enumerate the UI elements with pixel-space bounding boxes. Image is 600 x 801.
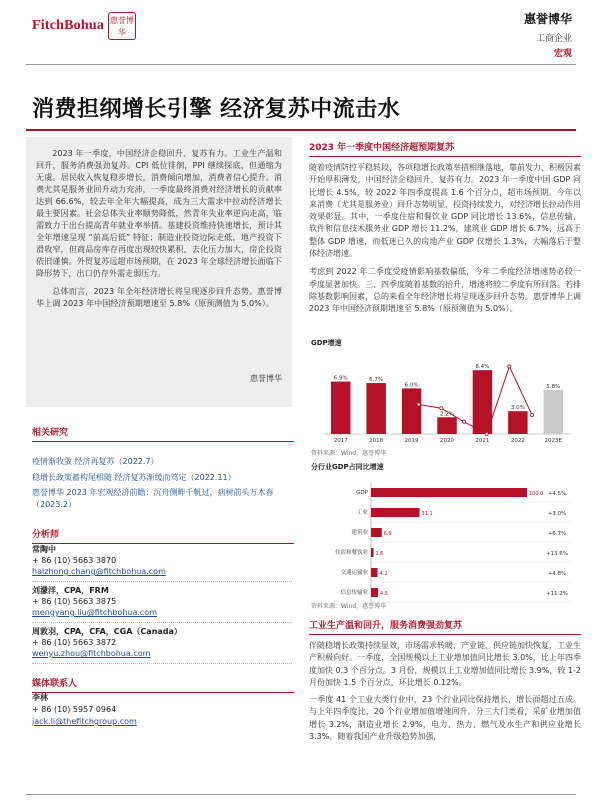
x-tick-label: 2017 [333,438,348,444]
line-point [417,403,420,406]
line-point [462,420,465,423]
growth-label: +4.8% [547,571,567,577]
brand-tag: 宏观 [553,49,572,59]
analyst-email[interactable]: haizhong.chang@fitchbohua.com [32,567,166,576]
section2-heading: 工业生产温和回升，服务消费强劲复苏 [309,621,463,631]
section1-heading: 2023 年一季度中国经济超预期复苏 [309,143,455,153]
logo-text: FitchBohua [32,18,105,33]
analyst-card [32,585,292,623]
value-label: 4.5 [380,591,388,597]
analyst-card [32,626,292,664]
analyst-phone: + 86 (10) 5663 3872 [32,638,117,647]
bar-2020 [437,417,456,434]
bar-label: 6.0% [404,382,419,389]
gdp-chart-note: 资料来源：Wind，惠誉博华 [311,450,387,457]
logo-seal: 惠誉博华 [108,12,136,40]
value-label: 1.6 [375,551,384,557]
bar-2022 [508,411,527,434]
analysts-title: 分析师 [32,530,60,540]
hbar-建筑业 [371,528,382,537]
related-link[interactable]: 惠誉博华 2023 年宏观经济前瞻：沉舟侧畔千帆过，病树前头万木春（2023.2） [32,488,274,509]
category-label: 建筑业 [351,530,368,536]
section1-paragraph: 随着疫情防控平稳转段，各项稳增长政策举措相继落地，靠前发力，积极因素开始厚积薄发，中国经济企稳回升、复苏有力。2023 年一季度中国 GDP 同比增长 4.5%，较 2022 年四季度提高 1.6 个百分点，超市场预期。今年以来消费（尤其是服务业）回升态势明显，投资持续发力，对经济增长拉动作用效果彰显。其中，一季度住宿和餐饮业 GDP 同比增长 13.6%，信息传输、软件和信息技术服务业 GDP 增长 11.2%，建筑业 GDP 增长 6.7%，远高于整体 GDP 增速，而低迷已久的房地产业 GDP 仅增长 1.3%，大幅落后于整体经济增速。 [309,163,581,259]
related-title: 相关研究 [32,428,69,438]
section1 [309,140,581,316]
bar-2021 [473,370,492,434]
industry-chart-svg [309,472,581,608]
related-list [32,456,294,514]
bar-label: 5.8% [546,383,561,390]
section1-divider [309,156,581,157]
hbar-住宿和餐饮业 [371,548,373,557]
section1-paragraph: 考虑到 2022 年二季度受疫情影响基数偏低，今年二季度经济增速势必较一季度显著加快。三、四季度随着基数的抬升，增速将较二季度有所回落。若排除基数影响因素，总的来看全年经济增长将呈现逐步回升态势。惠誉博华上调 2023 年中国经济预期增速至 5.8%（原预测值为 5.0%）。 [309,267,581,314]
section2-paragraph: 伴随稳增长政策持续显效，市场需求转暖，产业链、供应链加快恢复，工业生产积极向好。一季度，全国规模以上工业增加值同比增长 3.0%，比上年四季度加快 0.3 个百分点。3 月份，规模以上工业增加值同比增长 3.9%，较 1-2 月份加快 1.5 个百分点，环比增长 0.12%。 [309,641,581,687]
industry-chart [309,462,581,612]
line-point [530,413,533,416]
brand-block [524,10,572,59]
media-title: 媒体联系人 [32,679,78,689]
category-label: 工业 [356,510,368,516]
summary-box [26,137,292,407]
value-label: 4.2 [379,571,388,577]
industry-chart-title: 分行业GDP占同比增速 [311,463,384,471]
x-tick-label: 2022 [510,438,525,444]
report-title: 消费担纲增长引擎 经济复苏中流击水 [32,97,401,122]
analyst-email[interactable]: mengyang.liu@fitchbohua.com [32,608,157,617]
bar-2018 [366,383,385,434]
growth-label: +13.6% [545,551,569,557]
analyst-card [32,544,292,582]
bar-2019 [402,388,421,434]
x-tick-label: 2018 [369,438,384,444]
related-divider [32,441,294,442]
value-label: 100.0 [529,491,544,497]
analyst-email[interactable]: wenyu.zhou@fitchbohua.com [32,649,151,658]
logo [32,12,136,40]
gdp-chart-title: GDP增速 [311,339,342,347]
analyst-name: 周敦羽，CPA，CFA，CGA（Canada） [32,627,182,636]
gdp-chart [309,338,581,458]
media-email[interactable]: jack.li@thefitchgroup.com [32,717,137,726]
x-tick-label: 2021 [475,438,490,444]
industry-chart-note: 资料来源：Wind，惠誉博华 [311,603,387,610]
category-label: 住宿和餐饮业 [334,550,368,556]
media-phone: + 86 (10) 5957 0964 [32,705,117,714]
hbar-工业 [371,508,420,517]
analyst-list [32,544,292,667]
bar-label: 6.7% [369,377,384,384]
x-tick-label: 2020 [440,438,454,444]
bar-label: 2.2% [440,411,454,418]
section2-divider [309,634,581,635]
category-label: 信息传输业 [340,590,368,596]
bar-2023E [544,390,563,434]
hbar-GDP [371,488,527,497]
analyst-phone: + 86 (10) 5663 3875 [32,597,117,606]
hbar-信息传输业 [371,588,378,597]
analysts-section [32,527,294,544]
analyst-name: 刘濛洋，CPA，FRM [32,586,109,595]
brand-sub: 工商企业 [535,34,572,44]
analyst-name: 常陶中 [32,545,56,554]
value-label: 31.1 [421,511,433,517]
media-section [32,676,294,693]
analyst-phone: + 86 (10) 5663 3870 [32,556,117,565]
hbar-交通运输业 [371,568,378,577]
summary-paragraph: 总体而言，2023 年全年经济增长将呈现逐步回升态势。惠誉博华上调 2023 年中国经济预期增速至 5.8%（原预测值为 5.0%）。 [36,286,282,308]
line-point [440,407,443,410]
line-point [485,432,488,435]
growth-label: +3.0% [547,511,567,517]
summary-paragraph: 2023 年一季度，中国经济企稳回升、复苏有力。工业生产温和回升，服务消费强劲复苏。CPI 低位徘徊，PPI 继续探底，但通缩为无虞。居民收入恢复稳步增长，消费倾向增加，消费者信心提升。消费尤其是服务业回升动力充沛，一季度最终消费对经济增长的贡献率达到 66.6%，较去年全年大幅提高，成为三大需求中拉动经济增长最主要因素。社会总体失业率顺势降低，然青年失业率逆向走高，临需致力于出台提高青年就业率举措。基建投资维持快速增长，预计其全年增速呈现 “前高后低” 特征；制造业投资边际走低，地产投资下滑收窄，但商品房库存再度出现较快累积，去化压力加大，房企投资依旧谨慎。外贸复苏远超市场预期，在 2023 年全球经济增长面临下降形势下，出口仍存外需走弱压力。 [36,148,282,278]
x-tick-label: 2023E [544,438,563,444]
category-label: 交通运输业 [340,570,368,576]
related-research-section [32,425,294,442]
media-name: 李林 [32,693,48,702]
value-label: 6.9 [383,531,392,537]
bar-label: 6.9% [333,375,348,382]
bar-label: 8.4% [475,364,490,371]
gdp-chart-svg [309,350,581,456]
section2-paragraph: 一季度 41 个工业大类行业中，23 个行业同比保持增长，增长面超过五成。与上年四季度比，20 个行业增加值增速回升。分三大门类看，采矿业增加值增长 3.2%，制造业增长 2.9%，电力、热力、燃气及水生产和供应业增长 3.3%。随着我国产业升级趋势加强， [309,695,581,742]
x-tick-label: 2019 [404,438,419,444]
line-point [508,365,511,368]
bar-label: 3.0% [510,405,525,412]
brand-name: 惠誉博华 [523,12,572,26]
bar-2017 [331,382,350,434]
summary-signature: 惠誉博华 [250,374,282,383]
growth-label: +11.2% [545,591,569,597]
media-contact [32,692,292,728]
section2 [309,618,581,743]
growth-label: +4.5% [547,491,567,497]
header-divider [26,64,576,65]
growth-label: +6.7% [547,531,567,537]
title-divider [26,129,576,131]
related-link[interactable]: 疫情渐收敛 经济再复苏（2022.7） [32,457,159,466]
related-link[interactable]: 稳增长政策蓄构尾相随 经济复苏渐缓而笃定（2022.11） [32,472,236,482]
category-label: GDP [356,490,368,496]
